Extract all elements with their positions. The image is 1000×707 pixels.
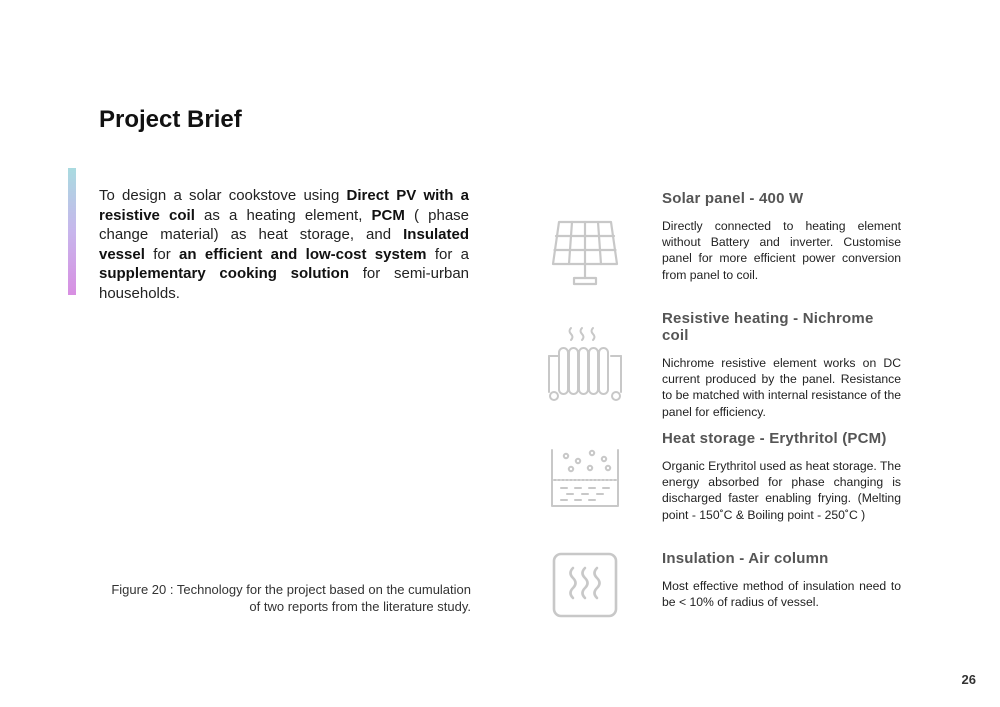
brief-bold-2: PCM [371,206,405,224]
feature-description: Nichrome resistive element works on DC current produced by the panel. Resistance to be matched with internal resistance of the panel for efficiency. [662,356,901,419]
feature-insulation [662,550,901,610]
brief-text-3: ( phase change material) as heat storage, and [99,206,470,243]
brief-text-2: as a heating element, [194,206,372,224]
accent-bar [68,168,76,295]
radiator-icon [545,322,625,402]
brief-text-6: for semi-urban households. [99,265,470,302]
caption-line-1: Figure 20 : Technology for the project based on the cumulation [111,582,471,597]
feature-title: Heat storage - Erythritol (PCM) [662,430,887,447]
brief-bold-1: Direct PV with a resistive coil [99,187,469,224]
brief-bold-5: supplementary cooking solution [99,265,349,282]
brief-bold-3: Insulated vessel [99,226,469,263]
feature-title: Insulation - Air column [662,550,829,567]
feature-solar-panel [662,190,901,283]
feature-description: Directly connected to heating element without Battery and inverter. Customise panel for more efficient power conversion from panel to coil. [662,219,901,282]
figure-caption [80,582,471,615]
project-brief-text [99,186,469,303]
feature-title: Resistive heating - Nichrome coil [662,310,874,344]
brief-bold-4: an efficient and low-cost system [179,245,427,263]
brief-text-1: To design a solar cookstove using [99,187,347,204]
feature-description: Most effective method of insulation need to be < 10% of radius of vessel. [662,579,901,610]
page-number: 26 [961,672,976,687]
solar-panel-icon [545,212,625,292]
feature-heat-storage [662,430,901,523]
page-title: Project Brief [99,106,242,133]
brief-text-4: for [144,245,180,263]
heat-icon [545,546,625,626]
caption-line-2: of two reports from the literature study. [249,598,471,614]
beaker-icon [545,442,625,522]
feature-title: Solar panel - 400 W [662,190,804,207]
feature-description: Organic Erythritol used as heat storage. The energy absorbed for phase changing is discharged faster enabling frying. (Melting point - 150˚C & Boiling point - 250˚C ) [662,459,901,522]
brief-text-5: for a [426,245,469,263]
feature-resistive-heating [662,310,901,420]
